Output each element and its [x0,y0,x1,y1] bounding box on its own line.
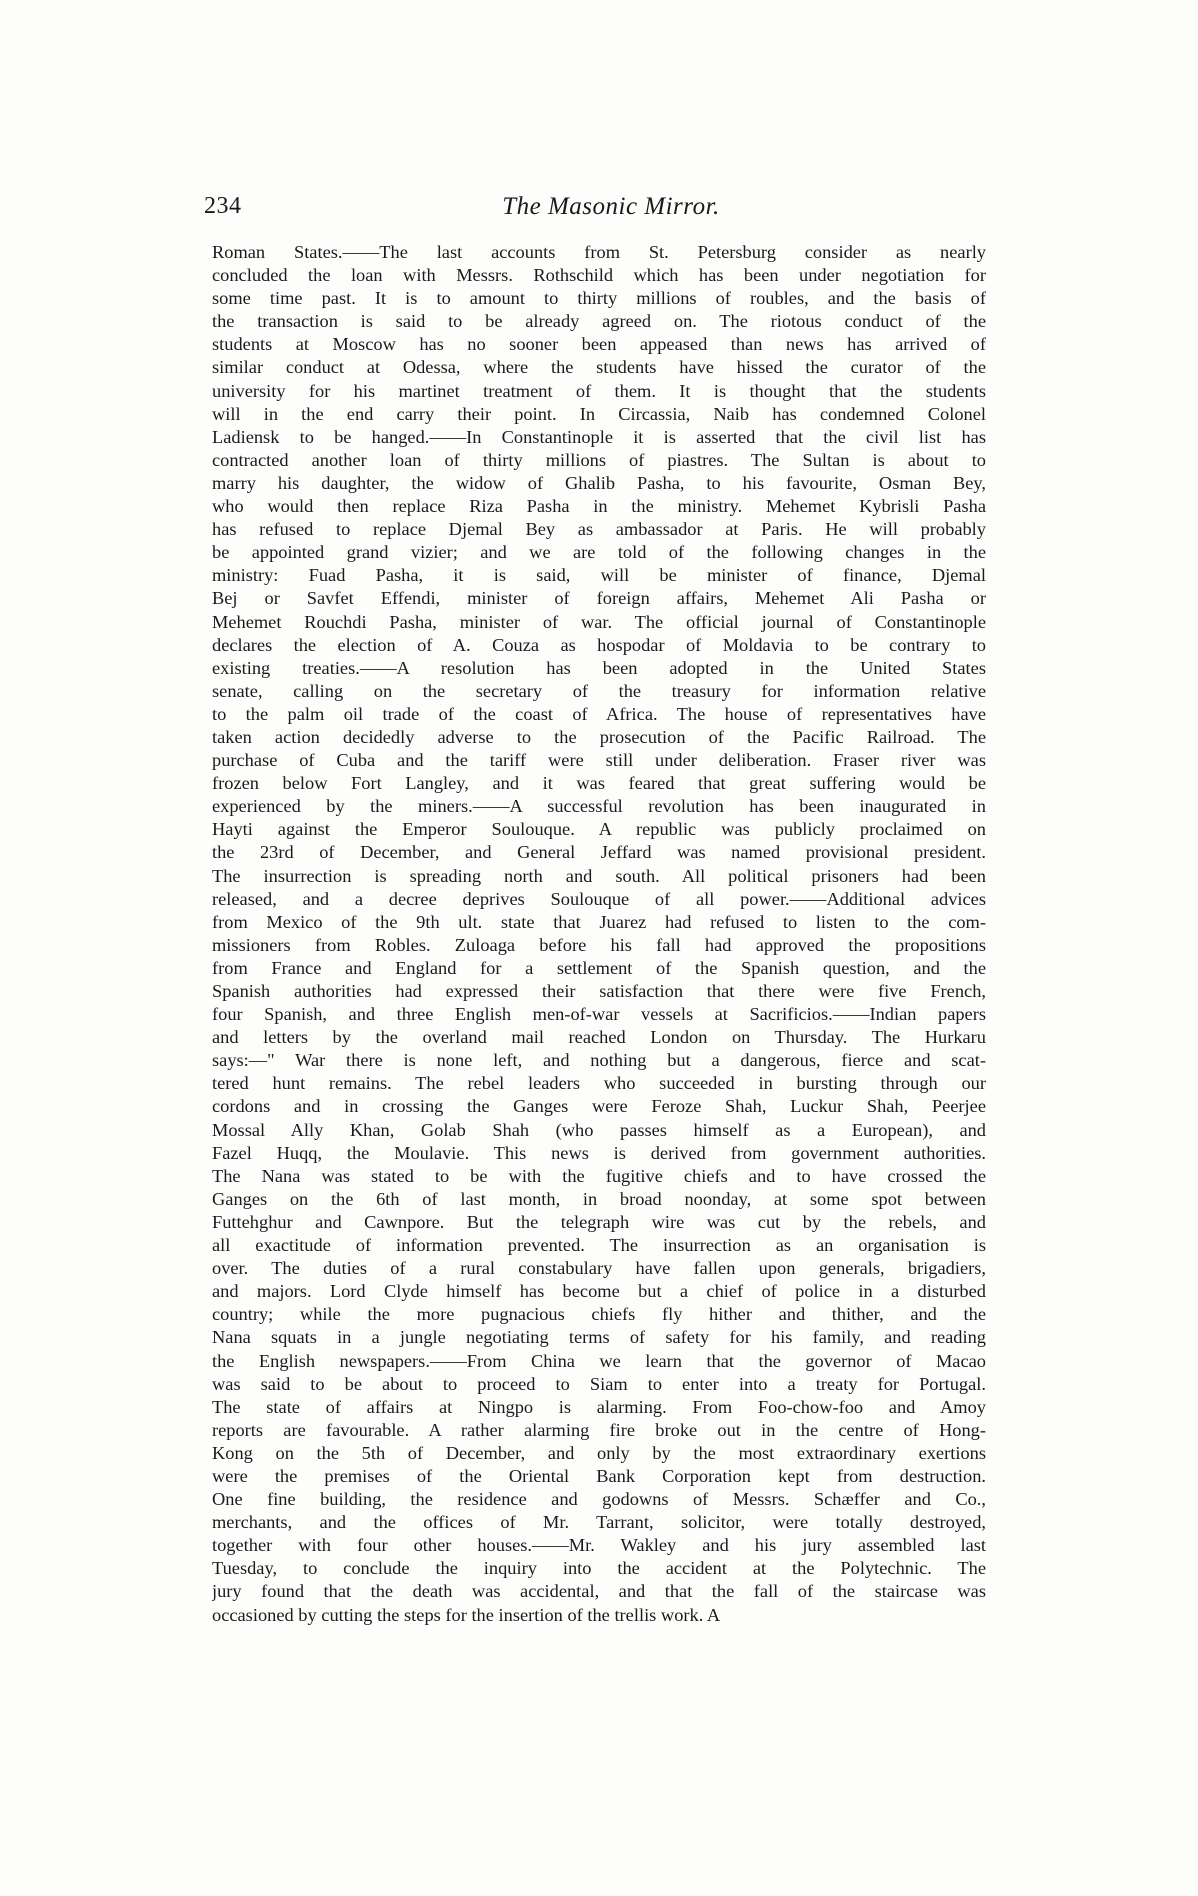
text-line: to the palm oil trade of the coast of Africa. The house of representatives have [212,703,986,724]
text-line: Spanish authorities had expressed their satisfaction that there were five French, [212,981,986,1001]
text-line: Ladiensk to be hanged.——In Constantinople it is asserted that the civil list has [212,426,986,447]
text-line: merchants, and the offices of Mr. Tarrant, solicitor, were totally destroyed, [212,1512,986,1533]
text-line: frozen below Fort Langley, and it was feared that great suffering would be [212,773,986,794]
text-line: declares the election of A. Couza as hospodar of Moldavia to be contrary to [212,634,986,655]
text-line: together with four other houses.——Mr. Wakley and his jury assembled last [212,1535,986,1556]
text-line: existing treaties.——A resolution has been adopted in the United States [212,657,986,678]
text-line: experienced by the miners.——A successful revolution has been inaugurated in [212,796,986,817]
text-line: Ganges on the 6th of last month, in broad noonday, at some spot between [212,1188,986,1209]
text-line: university for his martinet treatment of them. It is thought that the students [212,380,986,401]
text-line: says:—" War there is none left, and nothing but a dangerous, fierce and scat- [212,1050,986,1071]
text-line: students at Moscow has no sooner been appeased than news has arrived of [212,334,986,355]
text-line: the transaction is said to be already agreed on. The riotous conduct of the [212,311,986,332]
text-line: jury found that the death was accidental, and that the fall of the staircase was [212,1581,986,1602]
text-line: country; while the more pugnacious chiefs fly hither and thither, and the [212,1304,986,1325]
text-line: Mehemet Rouchdi Pasha, minister of war. The official journal of Constantinople [212,611,986,632]
text-line: The insurrection is spreading north and south. All political prisoners had been [212,865,986,886]
text-line: The state of affairs at Ningpo is alarming. From Foo-chow-foo and Amoy [212,1396,986,1417]
text-line: cordons and in crossing the Ganges were Feroze Shah, Luckur Shah, Peerjee [212,1096,986,1117]
article-body [212,241,986,1627]
text-line: and majors. Lord Clyde himself has become but a chief of police in a disturbed [212,1281,986,1302]
text-line: from France and England for a settlement of the Spanish question, and the [212,957,986,978]
text-line: tered hunt remains. The rebel leaders who succeeded in bursting through our [212,1073,986,1094]
text-line: over. The duties of a rural constabulary have fallen upon generals, brigadiers, [212,1258,986,1279]
text-line: were the premises of the Oriental Bank Corporation kept from destruction. [212,1465,986,1486]
text-line: taken action decidedly adverse to the prosecution of the Pacific Railroad. The [212,726,986,747]
text-line: released, and a decree deprives Soulouque of all power.——Additional advices [212,888,986,909]
text-line: has refused to replace Djemal Bey as ambassador at Paris. He will probably [212,519,986,540]
text-line: Hayti against the Emperor Soulouque. A republic was publicly proclaimed on [212,819,986,840]
text-line: ministry: Fuad Pasha, it is said, will be minister of finance, Djemal [212,565,986,586]
text-line: One fine building, the residence and godowns of Messrs. Schæffer and Co., [212,1489,986,1510]
text-line: the English newspapers.——From China we learn that the governor of Macao [212,1350,986,1371]
text-line: from Mexico of the 9th ult. state that Juarez had refused to listen to the com- [212,911,986,932]
text-line: Roman States.——The last accounts from St. Petersburg consider as nearly [212,242,986,262]
text-line: who would then replace Riza Pasha in the ministry. Mehemet Kybrisli Pasha [212,496,986,517]
text-line: will in the end carry their point. In Circassia, Naib has condemned Colonel [212,403,986,424]
text-line: contracted another loan of thirty millions of piastres. The Sultan is about to [212,449,986,470]
text-line: Kong on the 5th of December, and only by the most extraordinary exertions [212,1442,986,1463]
text-line: all exactitude of information prevented. The insurrection as an organisation is [212,1235,986,1256]
text-line: The Nana was stated to be with the fugitive chiefs and to have crossed the [212,1165,986,1186]
text-line: Tuesday, to conclude the inquiry into the accident at the Polytechnic. The [212,1558,986,1579]
text-line: marry his daughter, the widow of Ghalib Pasha, to his favourite, Osman Bey, [212,472,986,493]
text-line: Mossal Ally Khan, Golab Shah (who passes himself as a European), and [212,1119,986,1140]
page-number: 234 [204,193,242,219]
text-line: Futtehghur and Cawnpore. But the telegraph wire was cut by the rebels, and [212,1211,986,1232]
page-header [204,193,1018,227]
text-line: senate, calling on the secretary of the treasury for information relative [212,680,986,701]
text-line: concluded the loan with Messrs. Rothschild which has been under negotiation for [212,265,986,286]
text-line: reports are favourable. A rather alarming fire broke out in the centre of Hong- [212,1419,986,1440]
text-line: Fazel Huqq, the Moulavie. This news is derived from government authorities. [212,1142,986,1163]
running-head: The Masonic Mirror. [502,193,720,220]
text-line: be appointed grand vizier; and we are told of the following changes in the [212,542,986,563]
text-line: occasioned by cutting the steps for the insertion of the trellis work. A [212,1604,721,1625]
text-line: the 23rd of December, and General Jeffard was named provisional president. [212,842,986,863]
text-line: and letters by the overland mail reached London on Thursday. The Hurkaru [212,1027,986,1048]
text-line: some time past. It is to amount to thirty millions of roubles, and the basis of [212,288,986,309]
text-line: Bej or Savfet Effendi, minister of foreign affairs, Mehemet Ali Pasha or [212,588,986,609]
text-line: was said to be about to proceed to Siam to enter into a treaty for Portugal. [212,1373,986,1394]
text-line: missioners from Robles. Zuloaga before his fall had approved the propositions [212,934,986,955]
text-line: four Spanish, and three English men-of-war vessels at Sacrificios.——Indian papers [212,1004,986,1025]
text-line: purchase of Cuba and the tariff were still under deliberation. Fraser river was [212,750,986,771]
text-line: Nana squats in a jungle negotiating terms of safety for his family, and reading [212,1327,986,1348]
text-line: similar conduct at Odessa, where the students have hissed the curator of the [212,357,986,378]
